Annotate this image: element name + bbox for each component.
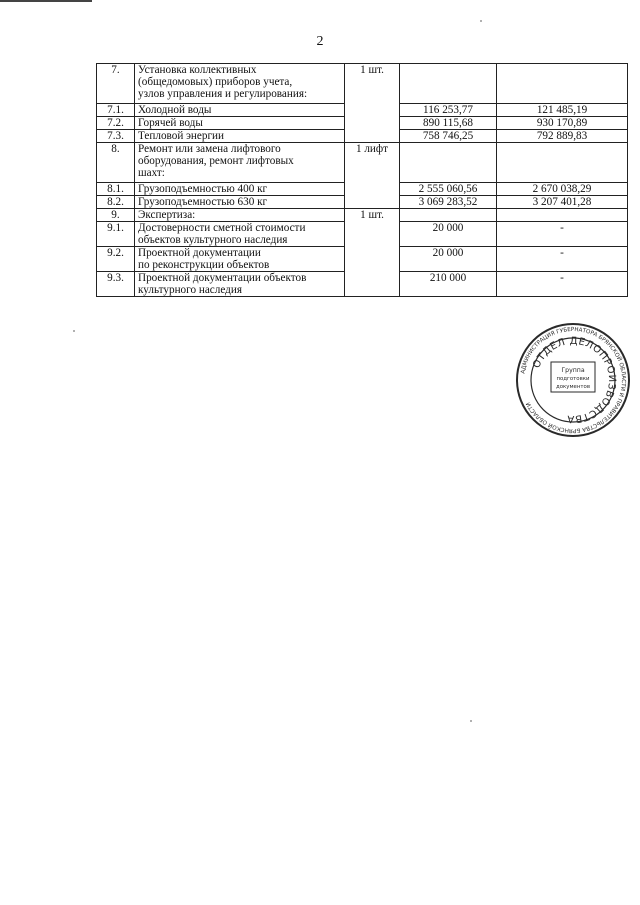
scan-speck	[73, 330, 75, 332]
row-unit: 1 шт.	[345, 64, 400, 143]
row-value-1	[400, 209, 497, 222]
row-name-line: (общедомовых) приборов учета,	[138, 76, 293, 88]
row-name	[135, 272, 345, 297]
row-value-1: 3 069 283,52	[400, 196, 497, 209]
row-number: 9.2.	[97, 247, 135, 272]
row-value-2	[497, 143, 628, 183]
row-value-1: 210 000	[400, 272, 497, 297]
row-name-line: Проектной документации объектов	[138, 272, 307, 284]
row-name-line: объектов культурного наследия	[138, 234, 288, 246]
row-value-2: 792 889,83	[497, 130, 628, 143]
table-row	[97, 64, 628, 104]
row-name-line: Проектной документации	[138, 247, 261, 259]
row-number: 8.1.	[97, 183, 135, 196]
stamp-center-line: Группа	[561, 367, 585, 374]
row-number: 9.	[97, 209, 135, 222]
row-name	[135, 64, 345, 104]
row-name-line: узлов управления и регулирования:	[138, 88, 308, 100]
table-row	[97, 209, 628, 222]
row-value-1: 2 555 060,56	[400, 183, 497, 196]
row-number: 7.1.	[97, 104, 135, 117]
row-number: 8.2.	[97, 196, 135, 209]
row-value-2: 3 207 401,28	[497, 196, 628, 209]
row-value-2: -	[497, 247, 628, 272]
row-name-line: культурного наследия	[138, 284, 242, 296]
row-value-2: 930 170,89	[497, 117, 628, 130]
row-number: 7.	[97, 64, 135, 104]
row-number: 7.3.	[97, 130, 135, 143]
stamp-center-line: документов	[556, 384, 590, 390]
scan-speck	[470, 720, 472, 722]
row-value-1	[400, 64, 497, 104]
row-name	[135, 247, 345, 272]
row-value-2: -	[497, 272, 628, 297]
stamp-inner-text: ОТДЕЛ ДЕЛОПРОИЗВОДСТВА	[531, 335, 618, 425]
row-value-1	[400, 143, 497, 183]
row-name	[135, 143, 345, 183]
row-name: Экспертиза:	[135, 209, 345, 222]
row-value-2	[497, 209, 628, 222]
row-name: Тепловой энергии	[135, 130, 345, 143]
official-stamp	[515, 322, 631, 438]
row-number: 8.	[97, 143, 135, 183]
row-value-1: 116 253,77	[400, 104, 497, 117]
stamp-outer-text: АДМИНИСТРАЦИЯ ГУБЕРНАТОРА БРЯНСКОЙ ОБЛАСТИ И ПРАВИТЕЛЬСТВА БРЯНСКОЙ ОБЛАСТИ	[520, 326, 627, 434]
cost-table	[96, 63, 628, 297]
row-value-1: 890 115,68	[400, 117, 497, 130]
row-value-2: 2 670 038,29	[497, 183, 628, 196]
row-name-line: Ремонт или замена лифтового	[138, 143, 281, 155]
row-value-1: 20 000	[400, 247, 497, 272]
row-name: Холодной воды	[135, 104, 345, 117]
scan-speck	[480, 20, 482, 22]
row-value-2: -	[497, 222, 628, 247]
row-name	[135, 222, 345, 247]
row-number: 9.1.	[97, 222, 135, 247]
row-name-line: Установка коллективных	[138, 64, 257, 76]
row-value-2: 121 485,19	[497, 104, 628, 117]
stamp-center-line: подготовки	[556, 376, 590, 382]
row-unit: 1 лифт	[345, 143, 400, 209]
row-number: 9.3.	[97, 272, 135, 297]
row-name: Грузоподъемностью 400 кг	[135, 183, 345, 196]
row-name-line: оборудования, ремонт лифтовых	[138, 155, 294, 167]
row-name-line: шахт:	[138, 167, 165, 179]
row-value-1: 758 746,25	[400, 130, 497, 143]
table-row	[97, 143, 628, 183]
page-number: 2	[316, 34, 324, 49]
row-unit: 1 шт.	[345, 209, 400, 297]
row-value-1: 20 000	[400, 222, 497, 247]
scan-edge-line	[0, 0, 92, 2]
row-name: Горячей воды	[135, 117, 345, 130]
row-name-line: по реконструкции объектов	[138, 259, 270, 271]
row-name-line: Достоверности сметной стоимости	[138, 222, 306, 234]
row-name: Грузоподъемностью 630 кг	[135, 196, 345, 209]
row-number: 7.2.	[97, 117, 135, 130]
row-value-2	[497, 64, 628, 104]
